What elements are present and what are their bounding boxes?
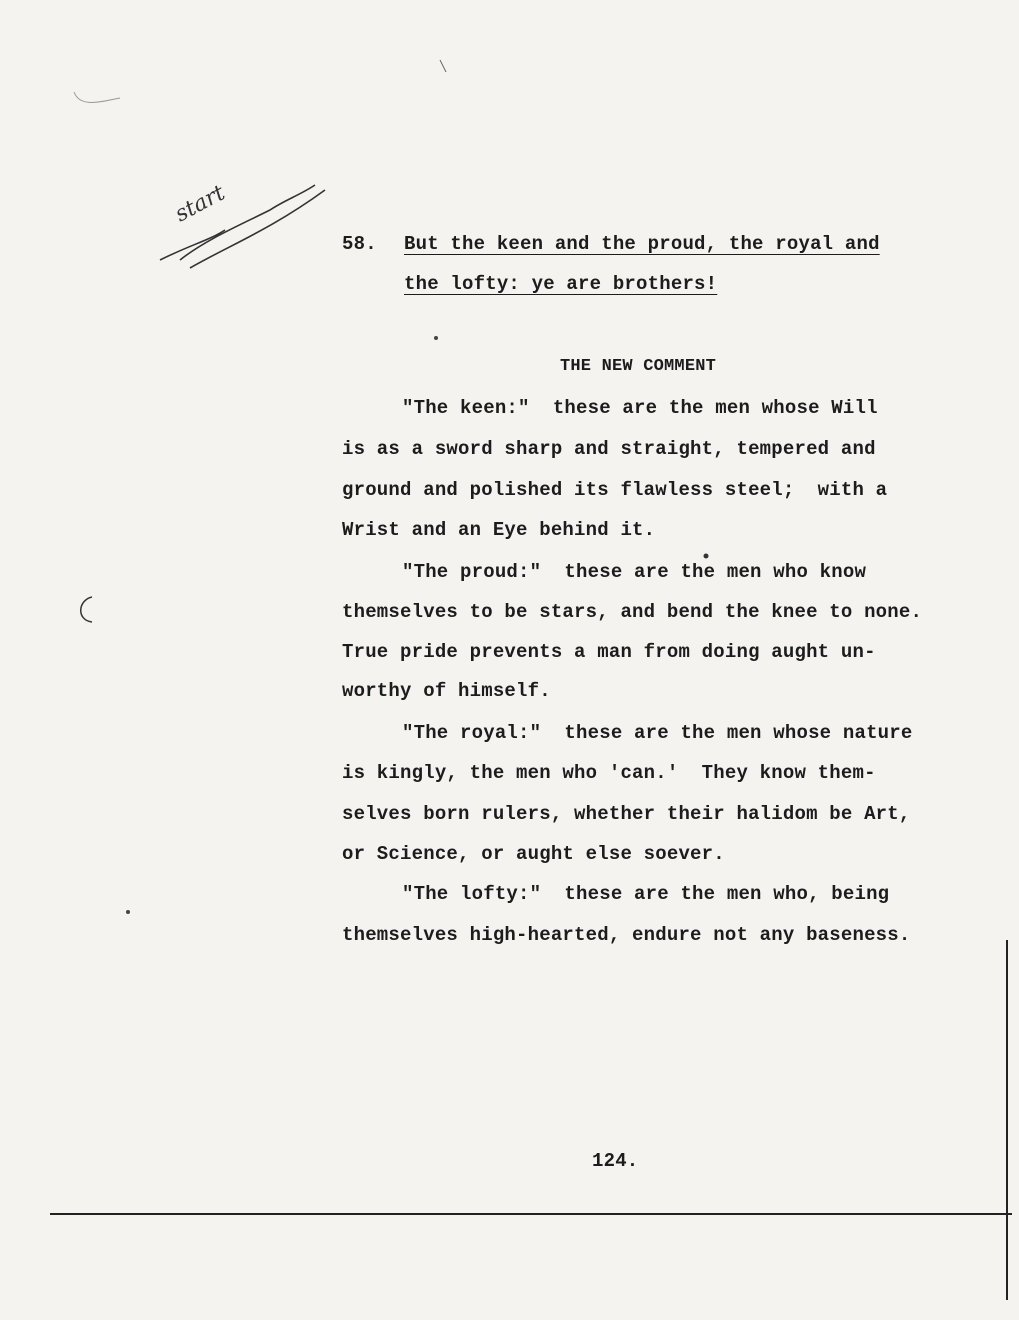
body-line: "The keen:" these are the men whose Will xyxy=(402,397,878,419)
verse-number: 58. xyxy=(342,233,377,255)
body-line: "The royal:" these are the men whose nature xyxy=(402,722,913,744)
margin-note-text: start xyxy=(171,180,230,228)
body-line: selves born rulers, whether their halidom be Art, xyxy=(342,803,911,825)
body-line: themselves to be stars, and bend the knee to none. xyxy=(342,601,923,623)
body-line: themselves high-hearted, endure not any baseness. xyxy=(342,924,911,946)
bottom-rule xyxy=(50,1213,1012,1215)
body-line: "The proud:" these are the men who know xyxy=(402,561,867,583)
right-edge-line xyxy=(1006,940,1008,1300)
body-line: or Science, or aught else soever. xyxy=(342,843,725,865)
body-line: True pride prevents a man from doing aught un- xyxy=(342,641,876,663)
body-line: worthy of himself. xyxy=(342,680,551,702)
page-number: 124. xyxy=(592,1150,639,1172)
body-line: is as a sword sharp and straight, tempered and xyxy=(342,438,876,460)
comment-heading: THE NEW COMMENT xyxy=(560,357,717,376)
body-line: "The lofty:" these are the men who, being xyxy=(402,883,890,905)
body-line: Wrist and an Eye behind it. xyxy=(342,519,656,541)
body-line: is kingly, the men who 'can.' They know them- xyxy=(342,762,876,784)
verse-line-1: But the keen and the proud, the royal and xyxy=(404,233,880,255)
body-line: ground and polished its flawless steel; with a xyxy=(342,479,888,501)
verse-line-2: the lofty: ye are brothers! xyxy=(404,273,718,295)
